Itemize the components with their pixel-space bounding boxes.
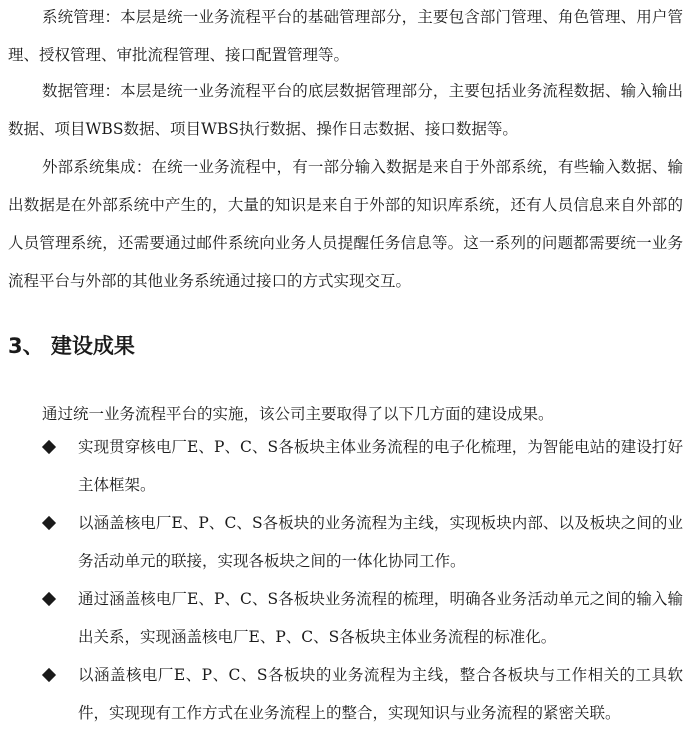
paragraph-external-integration: 外部系统集成：在统一业务流程中，有一部分输入数据是来自于外部系统，有些输入数据、输出数据是在外部系统中产生的，大量的知识是来自于外部的知识库系统，还有人员信息来自外部的人员管理系统，还需要通过邮件系统向业务人员提醒任务信息等。这一系列的问题都需要统一业务流程平台与外部的其他业务系统通过接口的方式实现交互。 xyxy=(8,158,683,290)
paragraph-data-management: 数据管理：本层是统一业务流程平台的底层数据管理部分，主要包括业务流程数据、输入输出数据、项目WBS数据、项目WBS执行数据、操作日志数据、接口数据等。 xyxy=(8,82,683,138)
bullet-text: 以涵盖核电厂E、P、C、S各板块的业务流程为主线，整合各板块与工作相关的工具软件，实现现有工作方式在业务流程上的整合，实现知识与业务流程的紧密关联。 xyxy=(78,666,683,722)
diamond-bullet-icon xyxy=(42,516,56,530)
section-heading: 3、 建设成果 xyxy=(8,334,135,358)
intro-paragraph: 通过统一业务流程平台的实施，该公司主要取得了以下几方面的建设成果。 xyxy=(42,405,554,423)
bullet-text: 以涵盖核电厂E、P、C、S各板块的业务流程为主线，实现板块内部、以及板块之间的业务活动单元的联接，实现各板块之间的一体化协同工作。 xyxy=(78,514,683,570)
diamond-bullet-icon xyxy=(42,592,56,606)
diamond-bullet-icon xyxy=(42,440,56,454)
bullet-text: 通过涵盖核电厂E、P、C、S各板块业务流程的梳理，明确各业务活动单元之间的输入输出关系，实现涵盖核电厂E、P、C、S各板块主体业务流程的标准化。 xyxy=(78,590,683,646)
bullet-text: 实现贯穿核电厂E、P、C、S各板块主体业务流程的电子化梳理，为智能电站的建设打好主体框架。 xyxy=(78,438,683,494)
diamond-bullet-icon xyxy=(42,668,56,682)
paragraph-system-management: 系统管理：本层是统一业务流程平台的基础管理部分，主要包含部门管理、角色管理、用户管理、授权管理、审批流程管理、接口配置管理等。 xyxy=(8,8,683,64)
